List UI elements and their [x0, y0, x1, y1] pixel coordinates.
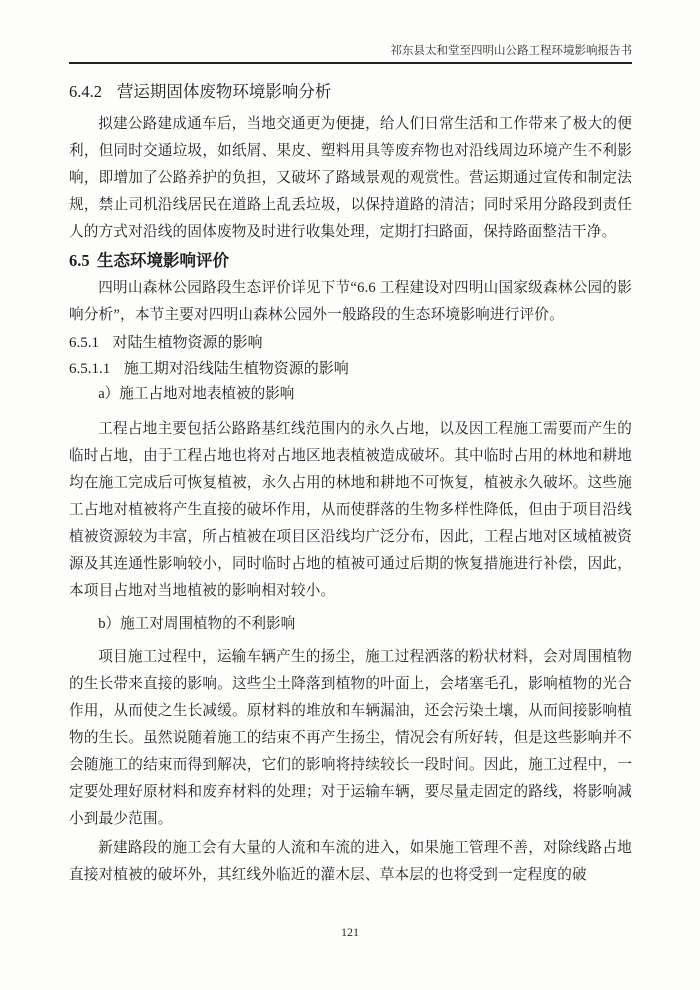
heading-6-5-title: 生态环境影响评价	[97, 251, 230, 270]
subheading-b-surrounding-plants: b）施工对周围植物的不利影响	[98, 616, 296, 632]
paragraph-new-road-section: 新建路段的施工会有大量的人流和车流的进入，如果施工管理不善，对除线路占地直接对植被的破坏外，其红线外临近的灌木层、草本层的也将受到一定程度的破	[69, 840, 632, 883]
heading-6-5-1-title: 对陆生植物资源的影响	[112, 335, 263, 351]
paragraph-operation-solid-waste: 拟建公路建成通车后，当地交通更为便捷，给人们日常生活和工作带来了极大的便利，但同时交通垃圾，如纸屑、果皮、塑料用具等废弃物也对沿线周边环境产生不利影响，即增加了公路养护的负担，又破坏了路域景观的观赏性。营运期通过宣传和制定法规，禁止司机沿线居民在道路上乱丢垃圾，以保持道路的清洁；同时采用分路段到责任人的方式对沿线的固体废物及时进行收集处理，定期打扫路面，保持路面整洁干净。	[69, 116, 632, 240]
running-header-title: 祁东县太和堂至四明山公路工程环境影响报告书	[390, 45, 632, 57]
heading-6-5-number: 6.5	[69, 251, 90, 270]
heading-6-5-1-1-number: 6.5.1.1	[69, 361, 111, 377]
heading-6-4-2	[69, 80, 632, 104]
page-number: 121	[341, 925, 359, 939]
subheading-a-land-occupation: a）施工占地对地表植被的影响	[98, 386, 295, 402]
heading-6-5-1-1	[69, 357, 632, 381]
heading-6-5-1-1-title: 施工期对沿线陆生植物资源的影响	[123, 361, 349, 377]
heading-6-4-2-number: 6.4.2	[69, 82, 102, 101]
paragraph-land-occupation-impact: 工程占地主要包括公路路基红线范围内的永久占地，以及因工程施工需要而产生的临时占地，由于工程占地也将对占地区地表植被造成破坏。其中临时占用的林地和耕地均在施工完成后可恢复植被，永久占用的林地和耕地不可恢复，植被永久破坏。这些施工占地对植被将产生直接的破坏作用，从而使群落的生物多样性降低，但由于项目沿线植被资源较为丰富，所占植被在项目区沿线均广泛分布，因此，工程占地对区域植被资源及其连通性影响较小，同时临时占地的植被可通过后期的恢复措施进行补偿，因此，本项目占地对当地植被的影响相对较小。	[69, 421, 632, 599]
header-rule	[69, 62, 632, 64]
heading-6-5-1-number: 6.5.1	[69, 335, 99, 351]
heading-6-4-2-title: 营运期固体废物环境影响分析	[116, 82, 332, 101]
paragraph-eco-eval-intro: 四明山森林公园路段生态评价详见下节“6.6 工程建设对四明山国家级森林公园的影响分析”，本节主要对四明山森林公园外一般路段的生态环境影响进行评价。	[69, 280, 632, 323]
heading-6-5-1	[69, 331, 632, 355]
paragraph-construction-dust-impact: 项目施工过程中，运输车辆产生的扬尘，施工过程洒落的粉状材料，会对周围植物的生长带来直接的影响。这些尘土降落到植物的叶面上，会堵塞毛孔，影响植物的光合作用，从而使之生长减缓。原材料的堆放和车辆漏油，还会污染土壤，从而间接影响植物的生长。虽然说随着施工的结束不再产生扬尘，情况会有所好转，但是这些影响并不会随施工的结束而得到解决，它们的影响将持续较长一段时间。因此，施工过程中，一定要处理好原材料和废弃材料的处理；对于运输车辆，要尽量走固定的路线，将影响减小到最少范围。	[69, 649, 632, 827]
heading-6-5	[69, 249, 632, 273]
running-header	[69, 44, 632, 58]
